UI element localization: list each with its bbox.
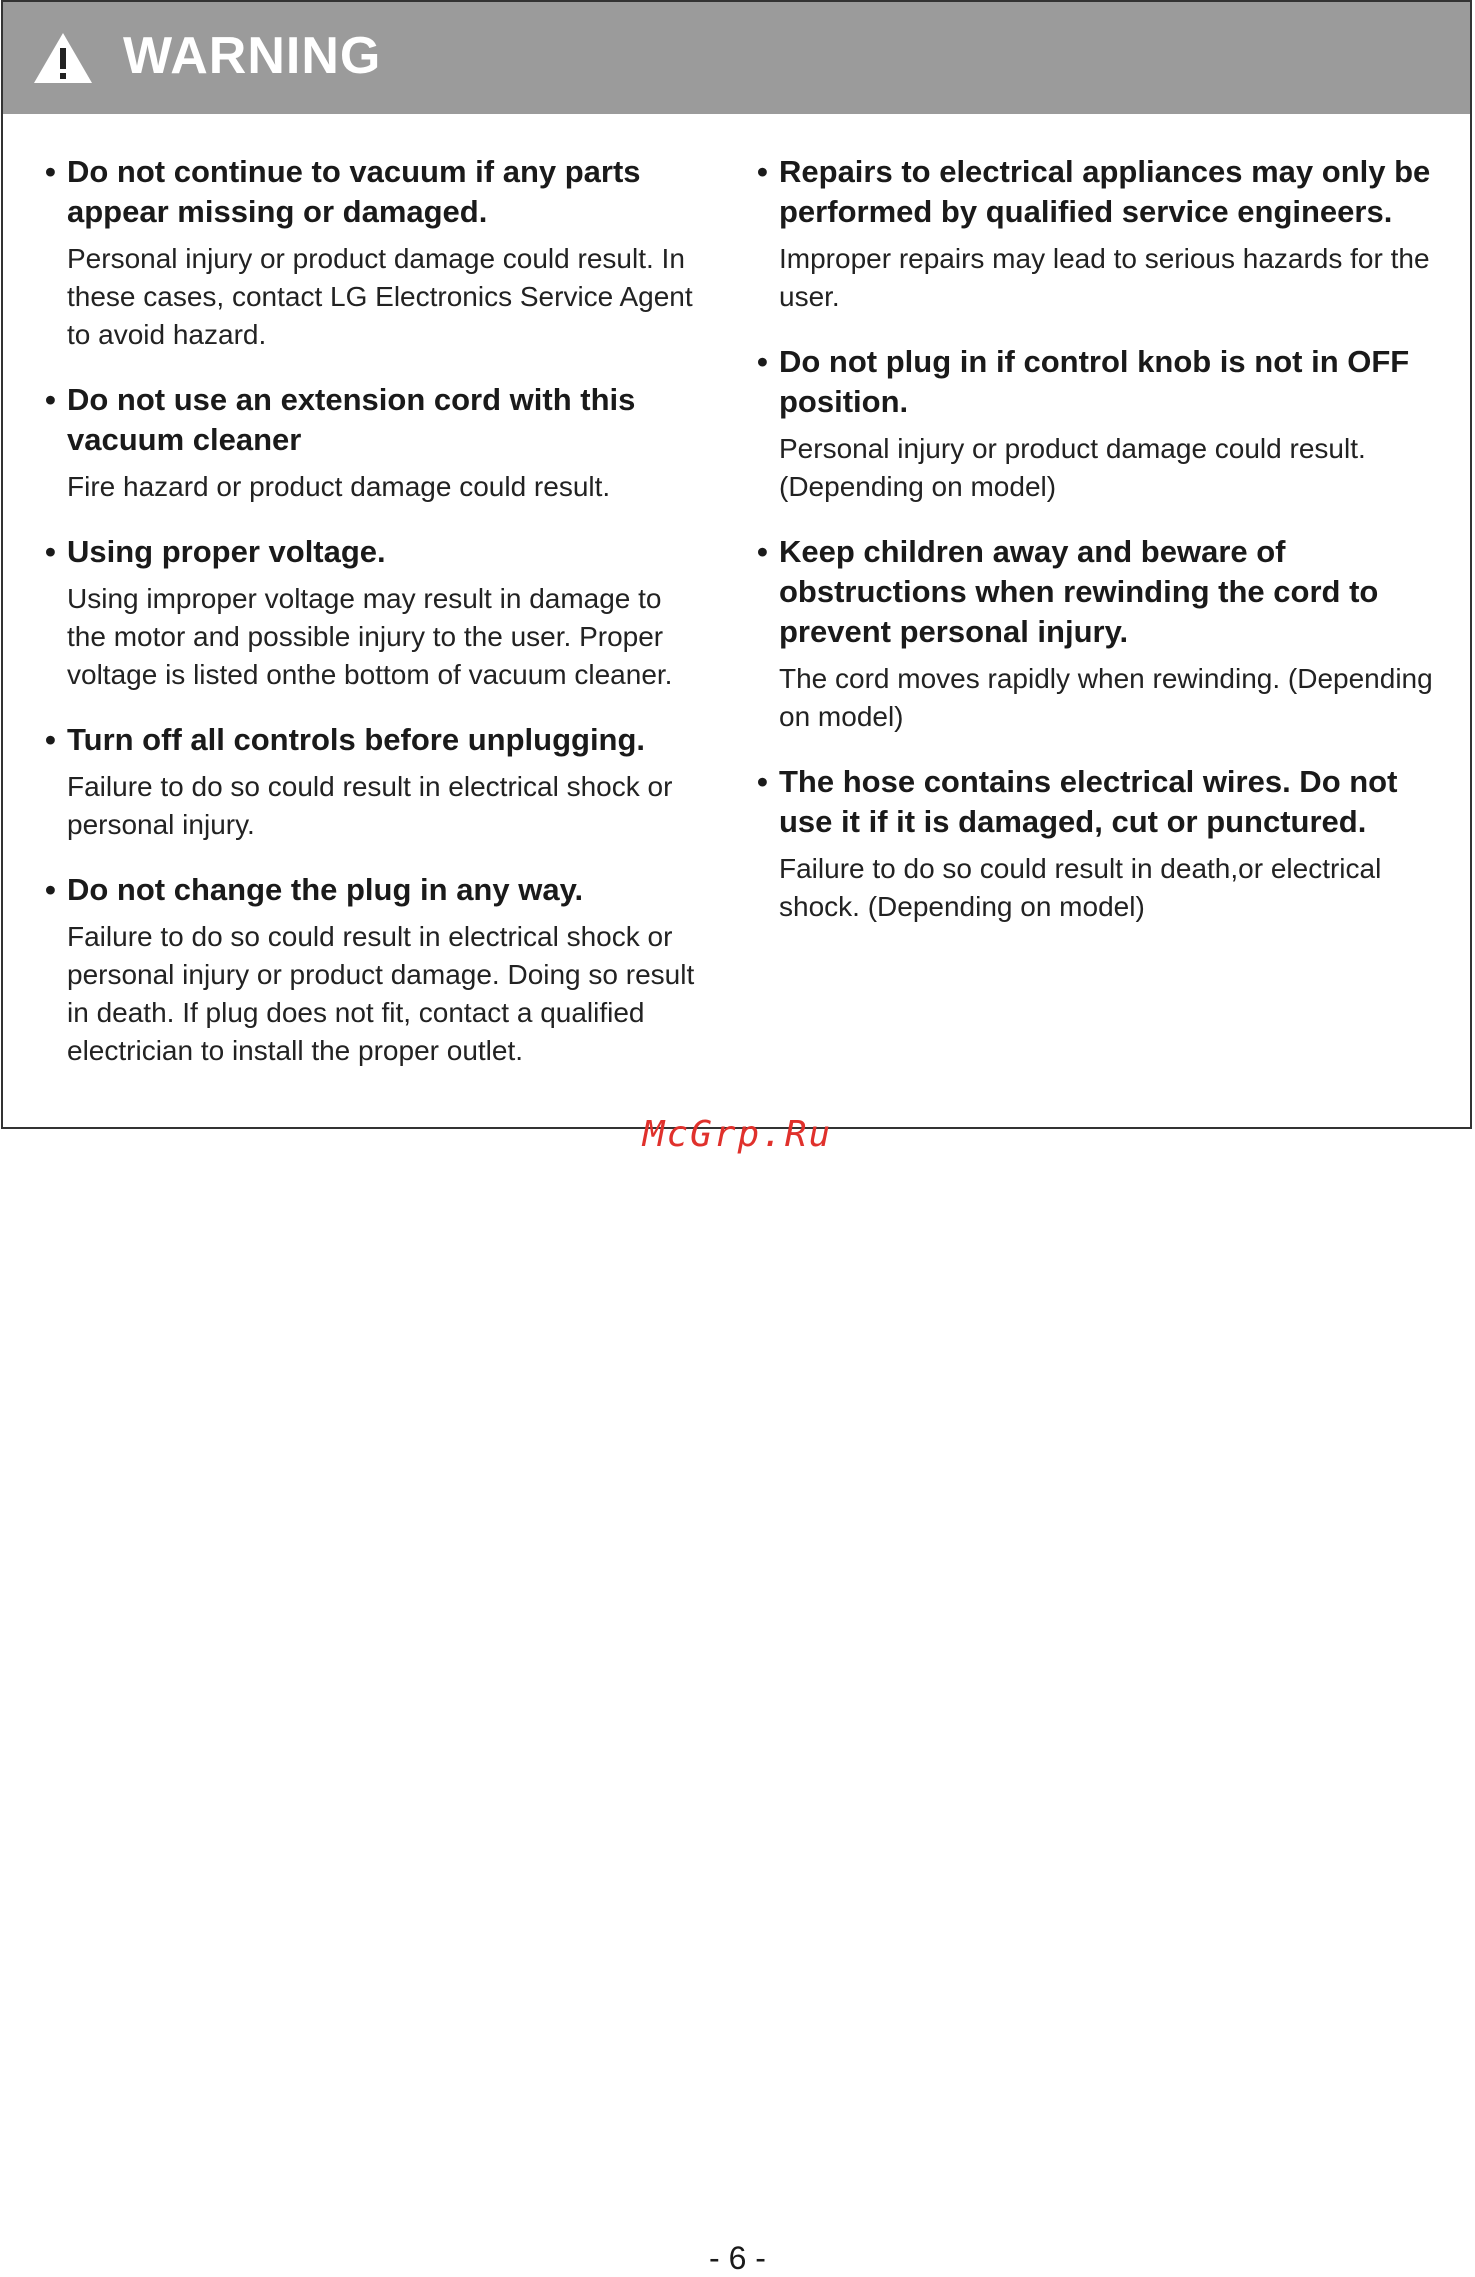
item-title: Keep children away and beware of obstructions when rewinding the cord to prevent personal injury. [779,534,1379,649]
bullet: • [45,534,56,569]
item-body: Personal injury or product damage could result. In these cases, contact LG Electronics Service Agent to avoid hazard. [67,243,693,350]
warning-item [753,762,1443,926]
warning-item [753,152,1443,316]
item-title: Do not use an extension cord with this vacuum cleaner [67,382,636,457]
watermark: McGrp.Ru [642,1114,833,1155]
item-body: Using improper voltage may result in damage to the motor and possible injury to the user. Proper voltage is listed onthe bottom of vacuum cleaner. [67,583,673,690]
warning-box [1,0,1472,1129]
item-body: Failure to do so could result in electrical shock or personal injury or product damage. Doing so result in death. If plug does not fit, contact a qualified electrician to install the proper outlet. [67,921,695,1066]
item-body: Improper repairs may lead to serious hazards for the user. [779,243,1430,312]
item-body: Fire hazard or product damage could result. [67,471,611,502]
item-title: The hose contains electrical wires. Do not use it if it is damaged, cut or punctured. [779,764,1398,839]
bullet: • [757,764,768,799]
warning-title: WARNING [123,27,382,85]
warning-item [41,720,701,844]
item-body: Failure to do so could result in electrical shock or personal injury. [67,771,673,840]
bullet: • [757,534,768,569]
item-title: Repairs to electrical appliances may only be performed by qualified service engineers. [779,154,1431,229]
warning-item [753,532,1443,736]
warning-header [3,2,1470,114]
warning-item [753,342,1443,506]
item-title: Do not plug in if control knob is not in OFF position. [779,344,1410,419]
bullet: • [45,382,56,417]
warning-item [41,532,701,694]
bullet: • [45,154,56,189]
bullet: • [45,722,56,757]
bullet: • [757,154,768,189]
item-title: Turn off all controls before unplugging. [67,722,646,757]
warning-triangle-icon [31,30,95,86]
left-column [41,152,701,1096]
bullet: • [757,344,768,379]
item-body: The cord moves rapidly when rewinding. (Depending on model) [779,663,1433,732]
item-title: Do not continue to vacuum if any parts appear missing or damaged. [67,154,641,229]
item-body: Personal injury or product damage could result. (Depending on model) [779,433,1366,502]
warning-item [41,152,701,354]
item-title: Using proper voltage. [67,534,386,569]
right-column [753,152,1443,952]
item-body: Failure to do so could result in death,or electrical shock. (Depending on model) [779,853,1382,922]
warning-item [41,380,701,506]
warning-item [41,870,701,1070]
item-title: Do not change the plug in any way. [67,872,584,907]
bullet: • [45,872,56,907]
page-number: - 6 - [709,2240,766,2276]
